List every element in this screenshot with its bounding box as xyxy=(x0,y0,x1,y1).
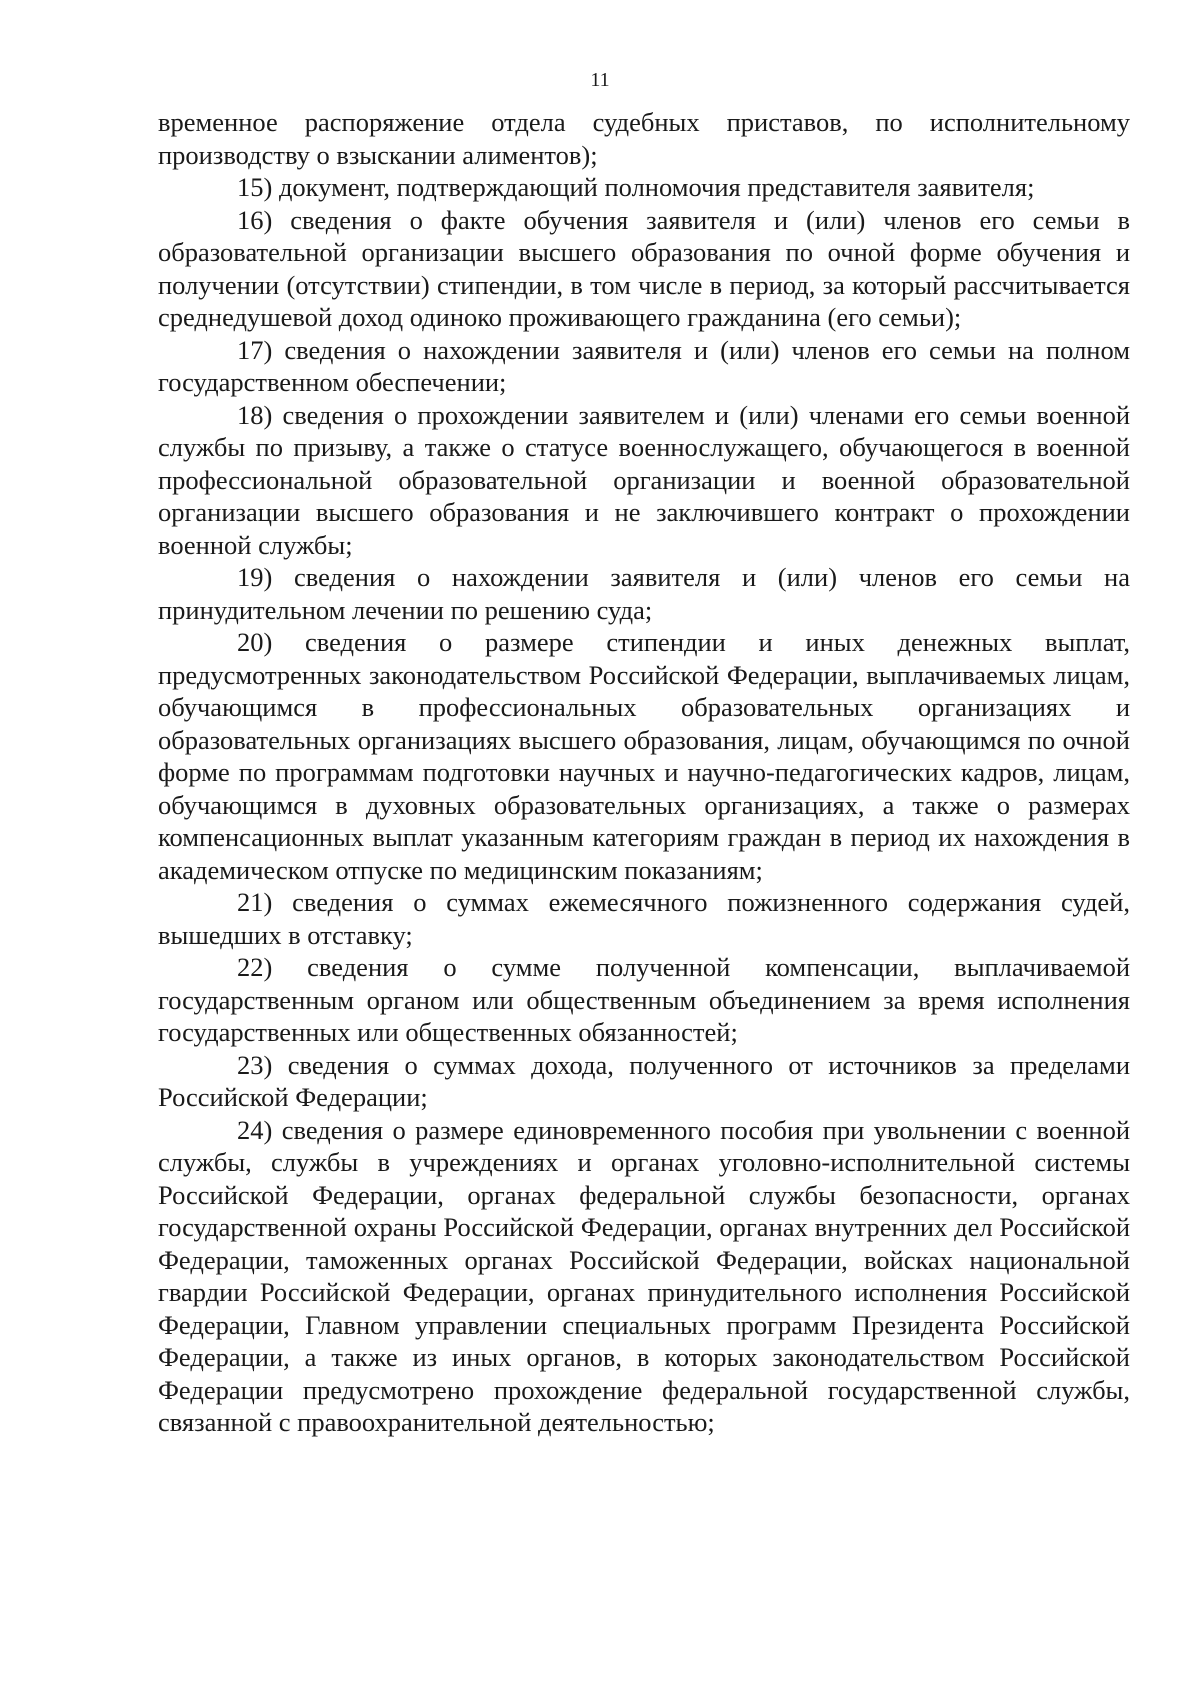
list-item-18: 18) сведения о прохождении заявителем и (или) членами его семьи военной службы по призыву, а также о статусе военнослужащего, обучающегося в военной профессиональной образовательной организации и военной образовательной организации высшего образования и не заключившего контракт о прохождении военной службы; xyxy=(158,399,1130,560)
list-item-20: 20) сведения о размере стипендии и иных денежных выплат, предусмотренных законодательством Российской Федерации, выплачиваемых лицам, обучающимся в профессиональных образовательных организациях и образовательных организациях высшего образования, лицам, обучающимся по очной форме по программам подготовки научных и научно-педагогических кадров, лицам, обучающимся в духовных образовательных организациях, а также о размерах компенсационных выплат указанным категориям граждан в период их нахождения в академическом отпуске по медицинским показаниям; xyxy=(158,627,1130,885)
list-item-15: 15) документ, подтверждающий полномочия представителя заявителя; xyxy=(237,172,1035,202)
list-item-24: 24) сведения о размере единовременного пособия при увольнении с военной службы, службы в учреждениях и органах уголовно-исполнительной системы Российской Федерации, органах федеральной службы безопасности, органах государственной охраны Российской Федерации, органах внутренних дел Российской Федерации, таможенных органах Российской Федерации, войсках национальной гвардии Российской Федерации, органах принудительного исполнения Российской Федерации, Главном управлении специальных программ Президента Российской Федерации, а также из иных органов, в которых законодательством Российской Федерации предусмотрено прохождение федеральной государственной службы, связанной с правоохранительной деятельностью; xyxy=(158,1114,1130,1437)
paragraph-continuation: временное распоряжение отдела судебных приставов, по исполнительному производству о взыскании алиментов); xyxy=(158,107,1130,170)
list-item-22: 22) сведения о сумме полученной компенсации, выплачиваемой государственным органом или общественным объединением за время исполнения государственных или общественных обязанностей; xyxy=(158,952,1130,1047)
list-item-17: 17) сведения о нахождении заявителя и (или) членов его семьи на полном государственном обеспечении; xyxy=(158,334,1130,397)
page-number: 11 xyxy=(590,69,610,91)
list-item-23: 23) сведения о суммах дохода, полученного от источников за пределами Российской Федерации; xyxy=(158,1049,1130,1112)
document-body xyxy=(158,106,1130,1439)
list-item-21: 21) сведения о суммах ежемесячного пожизненного содержания судей, вышедших в отставку; xyxy=(158,887,1130,950)
list-item-16: 16) сведения о факте обучения заявителя и (или) членов его семьи в образовательной организации высшего образования по очной форме обучения и получении (отсутствии) стипендии, в том числе в период, за который рассчитывается среднедушевой доход одиноко проживающего гражданина (его семьи); xyxy=(158,204,1130,332)
list-item-19: 19) сведения о нахождении заявителя и (или) членов его семьи на принудительном лечении по решению суда; xyxy=(158,562,1130,625)
